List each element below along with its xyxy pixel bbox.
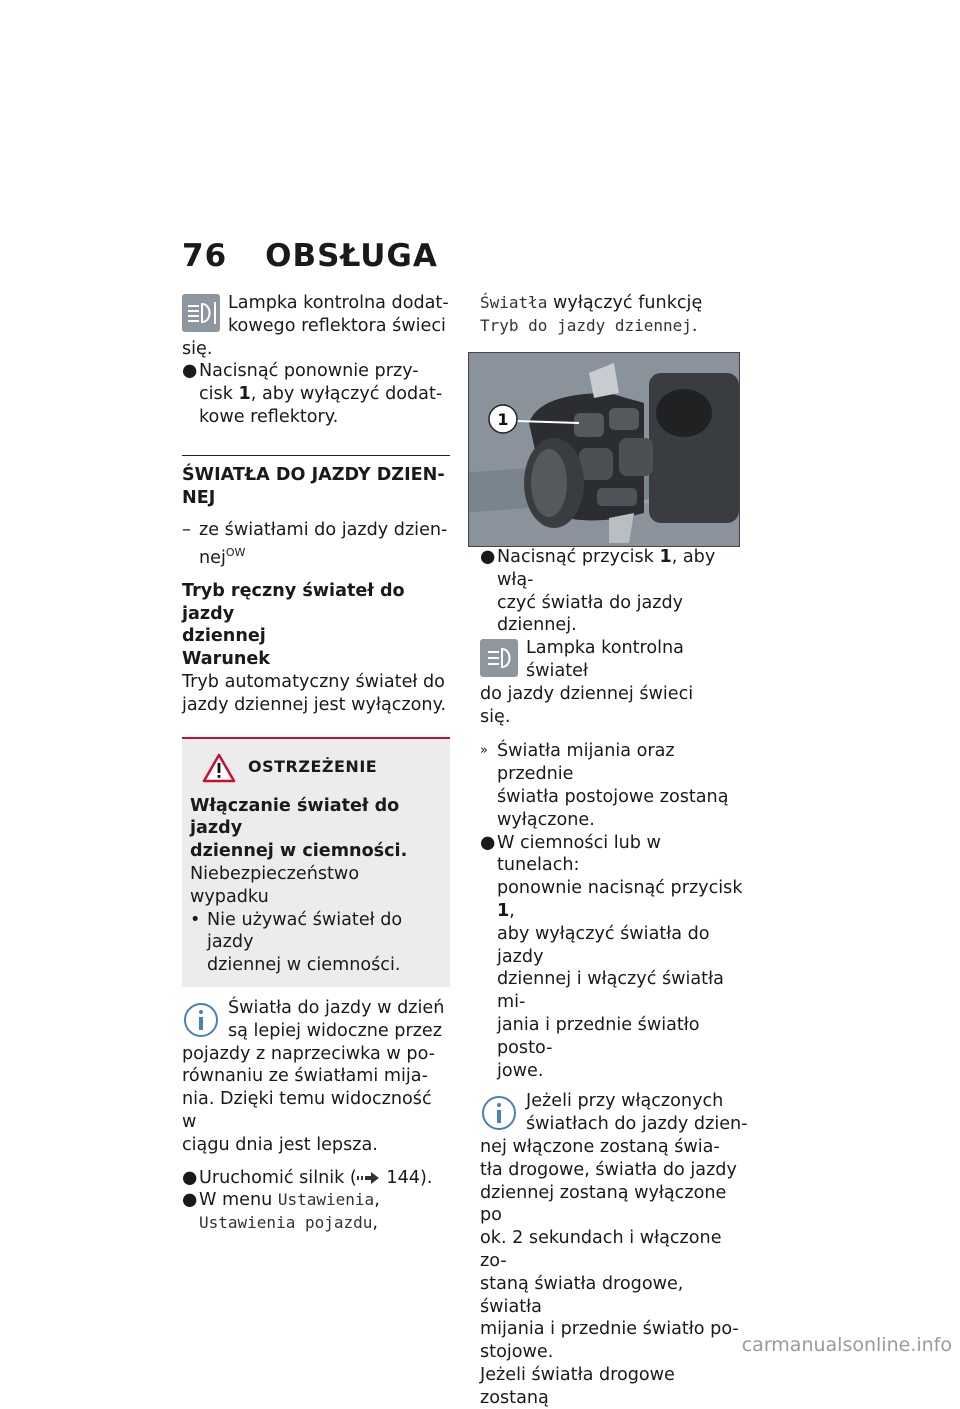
list-item: ● W menu Ustawienia, Ustawienia pojazdu, bbox=[182, 1190, 380, 1234]
info-note: Światła do jazdy w dzień są lepiej widoczne przez pojazdy z naprzeciwka w po- równaniu ze światłami mija- nia. Dzięki temu widoczność w ciągu dnia jest lepsza. bbox=[182, 997, 445, 1155]
warning-title: OSTRZEŻENIE bbox=[248, 757, 378, 777]
list-item: ● W ciemności lub w tunelach: ponownie nacisnąć przycisk 1, aby wyłączyć światła do jazdy dziennej i włączyć światła mi- jania i przednie światło posto- jowe. bbox=[480, 832, 743, 1081]
info-note: Jeżeli przy włączonych światłach do jazdy dzien- nej włączone zostaną świa- tła drogowe, światła do jazdy dziennej zostaną wyłączone po ok. 2 sekundach i włączone zo- staną światła drogowe, światła mijania i przednie światło po- stojowe. Jeżeli światła drogowe zostaną bbox=[480, 1091, 748, 1408]
warning-box: OSTRZEŻENIE Włączanie świateł do jazdy dziennej w ciemności. Niebezpieczeństwo wypadku • Nie używać świateł do jazdy dziennej w ciemności. bbox=[182, 737, 450, 987]
list-item: ● Nacisnąć przycisk 1, aby włą- czyć światła do jazdy dziennej. bbox=[480, 547, 716, 636]
warning-triangle-icon bbox=[202, 753, 236, 783]
section-heading: ŚWIATŁA DO JAZDY DZIEN- NEJ bbox=[182, 455, 450, 510]
subsection-heading: Tryb ręczny świateł do jazdy dziennej Warunek Tryb automatyczny świateł do jazdy dziennej jest wyłączony. bbox=[182, 580, 447, 715]
condition-item: – ze światłami do jazdy dzien- nej$^{OW}$ bbox=[182, 520, 448, 569]
list-item: ● Nacisnąć ponownie przy- cisk 1, aby wyłączyć dodat- kowe reflektory. bbox=[182, 361, 443, 427]
aux-lamp-note: Lampka kontrolna dodat- kowego reflektora świeci się. bbox=[182, 293, 449, 359]
page-header bbox=[182, 238, 438, 274]
info-icon bbox=[182, 1001, 220, 1039]
callout-1: 1 bbox=[497, 410, 509, 429]
list-item: • Nie używać świateł do jazdy dziennej w ciemności. bbox=[190, 909, 403, 976]
handlebar-switch-photo bbox=[468, 352, 740, 547]
column-right: Światła wyłączyć funkcję Tryb do jazdy dziennej. bbox=[480, 293, 703, 336]
drl-lamp-icon bbox=[480, 639, 518, 677]
drl-lamp-note: Lampka kontrolna świateł do jazdy dziennej świeci się. bbox=[480, 638, 694, 727]
page-number: 76 bbox=[182, 238, 228, 274]
column-right-body bbox=[468, 546, 748, 1409]
list-item: ● Uruchomić silnik ( 144). bbox=[182, 1167, 433, 1188]
column-left bbox=[182, 292, 450, 1235]
result-item: » Światła mijania oraz przednie światła postojowe zostaną wyłączone. bbox=[480, 741, 729, 830]
page-ref-arrow-icon bbox=[357, 1172, 381, 1184]
watermark: carmanualsonline.info bbox=[741, 1334, 952, 1356]
info-icon bbox=[480, 1094, 518, 1132]
aux-light-lamp-icon bbox=[182, 294, 220, 332]
page-title: OBSŁUGA bbox=[265, 238, 438, 274]
